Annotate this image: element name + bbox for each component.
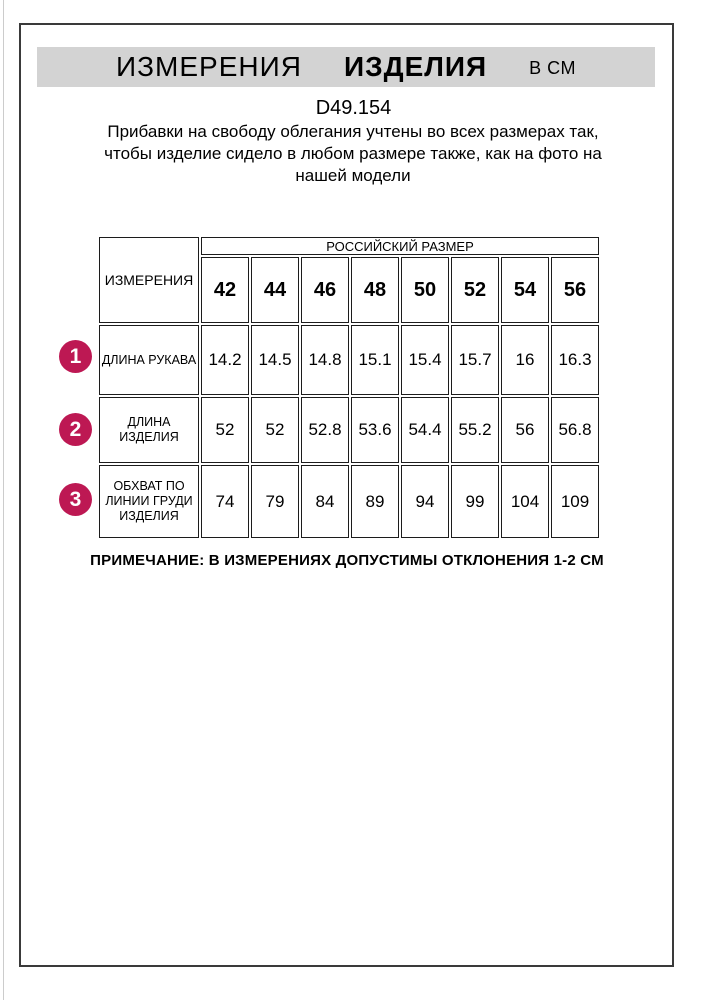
size-header-cell-46: 46 [301,257,349,323]
value-cell: 89 [351,465,399,538]
value-cell: 56.8 [551,397,599,463]
value-cell: 52.8 [301,397,349,463]
value-cell: 16.3 [551,325,599,395]
value-cell: 109 [551,465,599,538]
value-cell: 52 [251,397,299,463]
title-banner [37,47,655,87]
size-header-cell-50: 50 [401,257,449,323]
value-cell: 15.1 [351,325,399,395]
value-cell: 55.2 [451,397,499,463]
badge-3 [59,483,92,516]
title-product: ИЗДЕЛИЯ [343,51,488,82]
badge-1-number: 1 [69,344,82,368]
russian-size-header-cell: РОССИЙСКИЙ РАЗМЕР [201,237,599,255]
value-cell: 99 [451,465,499,538]
product-code: D49.154 [315,97,392,119]
size-header-cell-48: 48 [351,257,399,323]
badge-2-number: 2 [69,417,82,441]
value-cell: 53.6 [351,397,399,463]
value-cell: 15.4 [401,325,449,395]
value-cell: 14.2 [201,325,249,395]
row-label-sleeve-length: ДЛИНА РУКАВА [99,325,199,395]
value-cell: 15.7 [451,325,499,395]
size-header-cell-42: 42 [201,257,249,323]
fit-description: Прибавки на свободу облегания учтены во всех размерах так, чтобы изделие сидело в любом размере также, как на фото на нашей модели [104,122,602,185]
size-table [97,235,601,540]
value-cell: 16 [501,325,549,395]
value-cell: 84 [301,465,349,538]
measurements-header-cell: ИЗМЕРЕНИЯ [99,237,199,323]
value-cell: 74 [201,465,249,538]
badge-3-number: 3 [69,487,82,511]
value-cell: 56 [501,397,549,463]
title-unit: В СМ [529,58,576,78]
row-label-chest-girth: ОБХВАТ ПО ЛИНИИ ГРУДИ ИЗДЕЛИЯ [99,465,199,538]
table-row-item-length [99,397,599,463]
value-cell: 94 [401,465,449,538]
page-edge-line [3,0,4,1000]
table-row-chest-girth [99,465,599,538]
value-cell: 14.5 [251,325,299,395]
value-cell: 52 [201,397,249,463]
value-cell: 14.8 [301,325,349,395]
row-label-item-length: ДЛИНА ИЗДЕЛИЯ [99,397,199,463]
size-header-cell-56: 56 [551,257,599,323]
group-header-row [99,237,599,255]
size-header-cell-54: 54 [501,257,549,323]
value-cell: 104 [501,465,549,538]
title-measurements: ИЗМЕРЕНИЯ [116,51,302,82]
size-header-cell-44: 44 [251,257,299,323]
size-header-cell-52: 52 [451,257,499,323]
note-text: ПРИМЕЧАНИЕ: В ИЗМЕРЕНИЯХ ДОПУСТИМЫ ОТКЛОНЕНИЯ 1-2 СМ [90,552,604,569]
table-row-sleeve-length [99,325,599,395]
value-cell: 79 [251,465,299,538]
badge-1 [59,340,92,373]
value-cell: 54.4 [401,397,449,463]
badge-2 [59,413,92,446]
